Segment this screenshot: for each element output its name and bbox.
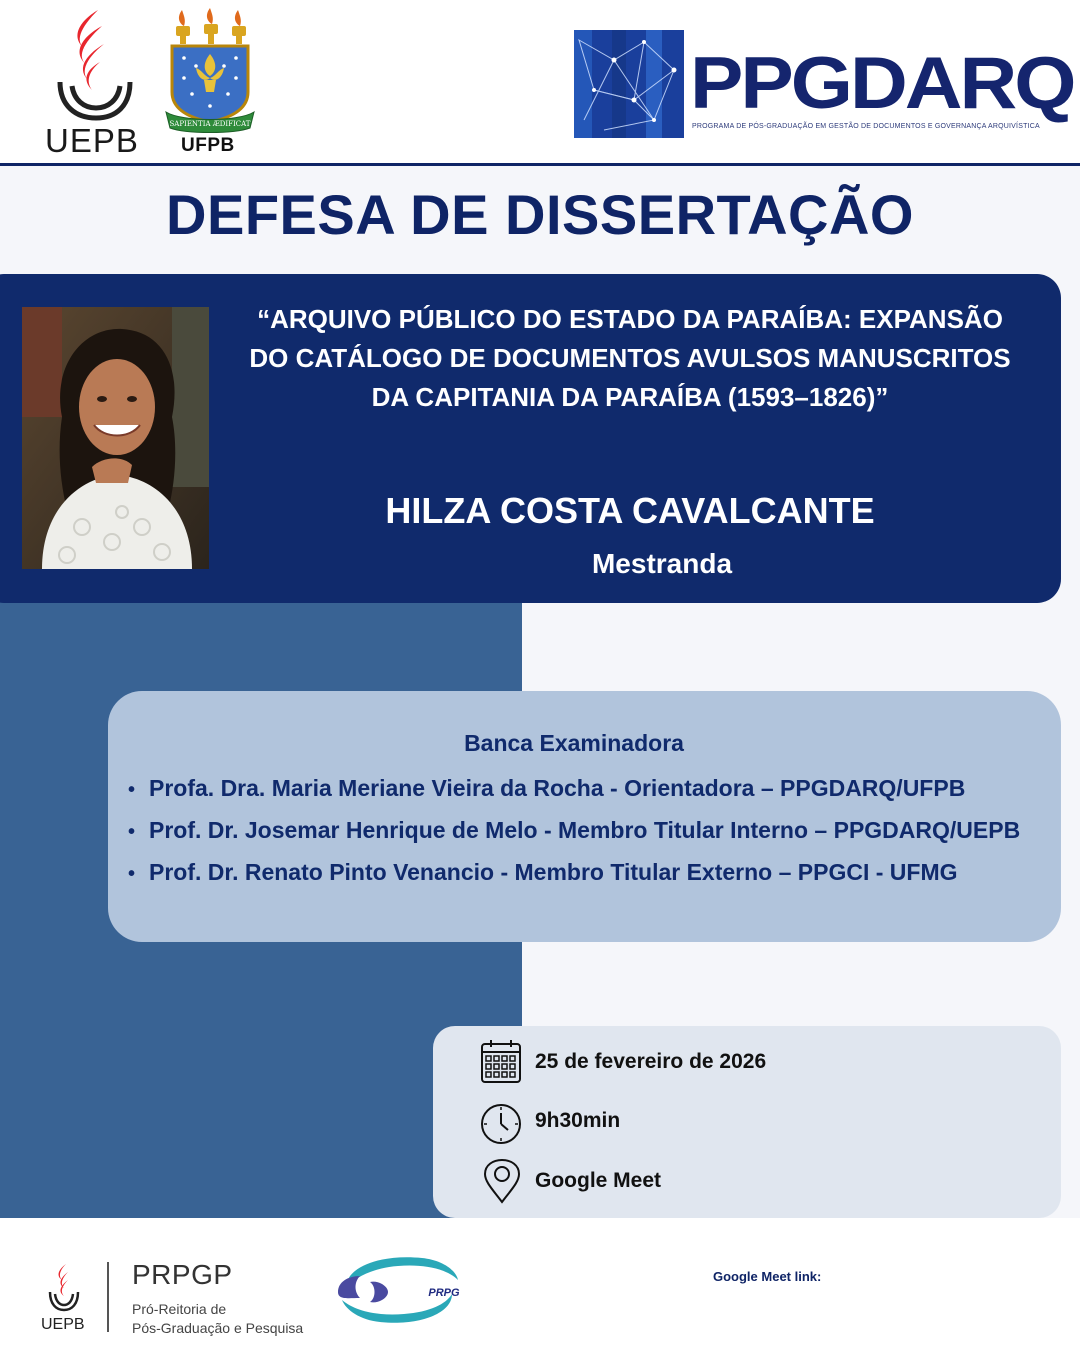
header-divider — [0, 163, 1080, 166]
banca-member: • Profa. Dra. Maria Meriane Vieira da Rocha - Orientadora – PPGDARQ/UFPB — [128, 768, 1020, 810]
event-location: Google Meet — [535, 1169, 662, 1192]
uepb-label: UEPB — [45, 122, 139, 159]
prpgp-subtitle-line: Pós-Graduação e Pesquisa — [132, 1320, 304, 1336]
page-title: DEFESA DE DISSERTAÇÃO — [166, 183, 914, 246]
footer-divider — [107, 1262, 109, 1332]
banca-member: • Prof. Dr. Renato Pinto Venancio - Membro Titular Externo – PPGCI - UFMG — [128, 852, 1020, 894]
prpgp-title: PRPGP — [132, 1259, 233, 1290]
prpg-logo — [332, 1252, 466, 1328]
prpgp-subtitle-line: Pró-Reitoria de — [132, 1301, 227, 1317]
program-full-name: PROGRAMA DE PÓS-GRADUAÇÃO EM GESTÃO DE DOCUMENTOS E GOVERNANÇA ARQUIVÍSTICA — [692, 123, 1040, 130]
event-date: 25 de fevereiro de 2026 — [535, 1050, 767, 1073]
calendar-icon — [480, 1038, 522, 1084]
banca-member: • Prof. Dr. Josemar Henrique de Melo - Membro Titular Interno – PPGDARQ/UEPB — [128, 810, 1020, 852]
google-meet-link-label[interactable]: Google Meet link: — [713, 1269, 822, 1284]
candidate-name: HILZA COSTA CAVALCANTE — [385, 490, 875, 531]
footer-uepb-label: UEPB — [41, 1316, 85, 1333]
network-graphic-icon — [574, 30, 684, 138]
ufpb-label: UFPB — [181, 135, 235, 156]
prpgp-subtitle — [132, 1300, 303, 1338]
prpg-label: PRPG — [428, 1287, 460, 1299]
ufpb-motto: SAPIENTIA ÆDIFICAT — [169, 120, 251, 128]
thesis-title: “ARQUIVO PÚBLICO DO ESTADO DA PARAÍBA: EXPANSÃO DO CATÁLOGO DE DOCUMENTOS AVULSOS MANUSCRITOS DA CAPITANIA DA PARAÍBA (1593–1826)” — [249, 304, 1011, 412]
banca-member-list — [128, 768, 1020, 894]
event-time: 9h30min — [535, 1109, 621, 1132]
ufpb-coat-of-arms — [162, 6, 258, 136]
program-name: PPGDARQ — [690, 41, 1074, 124]
clock-icon — [480, 1101, 522, 1147]
banca-title: Banca Examinadora — [464, 730, 684, 756]
candidate-role: Mestranda — [591, 548, 733, 579]
location-pin-icon — [481, 1158, 523, 1204]
uepb-small-logo — [44, 1262, 84, 1316]
candidate-photo — [22, 307, 209, 569]
